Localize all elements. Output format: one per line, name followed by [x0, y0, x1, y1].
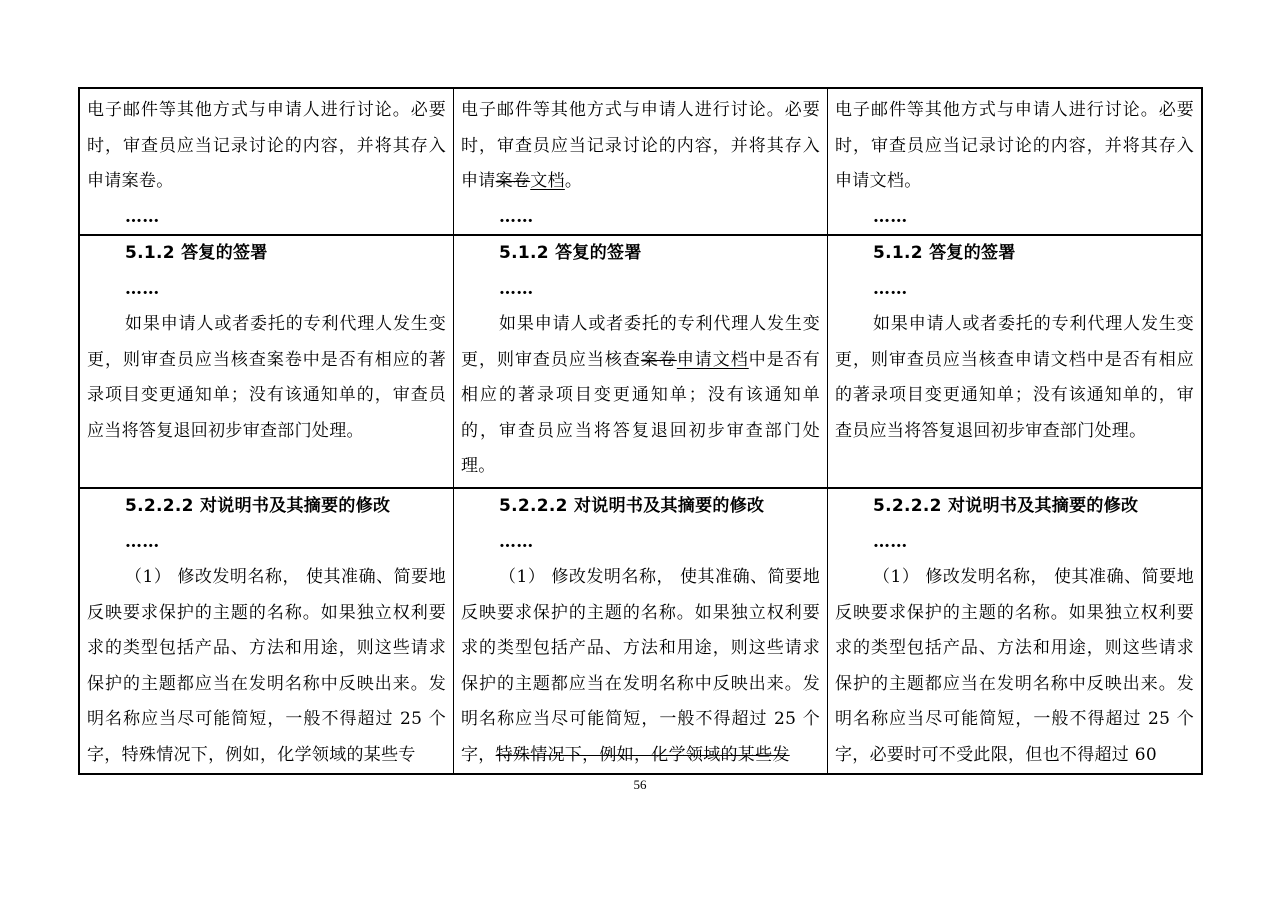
- ellipsis: ……: [125, 531, 160, 552]
- paragraph: [461, 560, 820, 773]
- ellipsis: ……: [499, 531, 534, 552]
- table-row: [80, 89, 1201, 236]
- cell-revised: [828, 89, 1201, 234]
- paragraph: （1） 修改发明名称， 使其准确、简要地反映要求保护的主题的名称。如果独立权利要求的类型包括产品、方法和用途，则这些请求保护的主题都应当在发明名称中反映出来。发明名称应当尽可能简短，一般不得超过 25 个字，特殊情况下，例如，化学领域的某些专: [87, 567, 446, 765]
- ellipsis: ……: [499, 206, 534, 227]
- table-row: [80, 489, 1201, 773]
- paragraph: （1） 修改发明名称， 使其准确、简要地反映要求保护的主题的名称。如果独立权利要求的类型包括产品、方法和用途，则这些请求保护的主题都应当在发明名称中反映出来。发明名称应当尽可能简短，一般不得超过 25 个字，必要时可不受此限，但也不得超过 60: [835, 567, 1194, 765]
- section-heading: 5.1.2 答复的签署: [499, 243, 642, 263]
- cell-revised: [828, 489, 1201, 773]
- section-heading: 5.2.2.2 对说明书及其摘要的修改: [873, 496, 1139, 516]
- page-number: 56: [633, 777, 647, 792]
- paragraph: 电子邮件等其他方式与申请人进行讨论。必要时，审查员应当记录讨论的内容，并将其存入申请案卷。: [87, 100, 446, 191]
- paragraph: 如果申请人或者委托的专利代理人发生变更，则审查员应当核查案卷中是否有相应的著录项目变更通知单；没有该通知单的，审查员应当将答复退回初步审查部门处理。: [87, 314, 446, 441]
- paragraph: 电子邮件等其他方式与申请人进行讨论。必要时，审查员应当记录讨论的内容，并将其存入申请文档。: [835, 100, 1194, 191]
- paragraph: 如果申请人或者委托的专利代理人发生变更，则审查员应当核查申请文档中是否有相应的著录项目变更通知单；没有该通知单的，审查员应当将答复退回初步审查部门处理。: [835, 314, 1194, 441]
- cell-markup: [454, 89, 828, 234]
- inserted-text: 文档: [530, 171, 565, 191]
- deleted-text: 案卷: [640, 349, 677, 370]
- cell-original: [80, 489, 454, 773]
- ellipsis: ……: [873, 206, 908, 227]
- section-heading: 5.1.2 答复的签署: [125, 243, 268, 263]
- cell-original: [80, 236, 454, 487]
- cell-original: [80, 89, 454, 234]
- ellipsis: ……: [499, 278, 534, 299]
- comparison-table: [78, 87, 1203, 775]
- cell-markup: [454, 489, 828, 773]
- ellipsis: ……: [873, 531, 908, 552]
- deleted-text: 特殊情况下，例如，化学领域的某些发: [495, 744, 790, 765]
- section-heading: 5.1.2 答复的签署: [873, 243, 1016, 263]
- ellipsis: ……: [125, 278, 160, 299]
- cell-markup: [454, 236, 828, 487]
- text-unchanged: 中是否有相应的著录项目变更通知单；没有该通知单的，审查员应当将答复退回初步审查部门处理。: [461, 349, 821, 476]
- ellipsis: ……: [873, 278, 908, 299]
- cell-revised: [828, 236, 1201, 487]
- table-row: [80, 236, 1201, 489]
- text-unchanged: 。: [564, 171, 583, 191]
- text-unchanged: 如果申请人或者委托的专利代理人发生变更，则审查员应当核查: [461, 314, 820, 370]
- deleted-text: 案卷: [495, 171, 531, 191]
- paragraph: [461, 93, 820, 200]
- text-unchanged: （1） 修改发明名称， 使其准确、简要地反映要求保护的主题的名称。如果独立权利要求的类型包括产品、方法和用途，则这些请求保护的主题都应当在发明名称中反映出来。发明名称应当尽可能简短，一般不得超过 25 个字，: [461, 567, 820, 765]
- section-heading: 5.2.2.2 对说明书及其摘要的修改: [125, 496, 391, 516]
- ellipsis: ……: [125, 206, 160, 227]
- text-unchanged: 电子邮件等其他方式与申请人进行讨论。必要时，审查员应当记录讨论的内容，并将其存入申请: [461, 100, 820, 191]
- paragraph: [461, 307, 820, 485]
- section-heading: 5.2.2.2 对说明书及其摘要的修改: [499, 496, 765, 516]
- inserted-text: 申请文档: [676, 349, 749, 370]
